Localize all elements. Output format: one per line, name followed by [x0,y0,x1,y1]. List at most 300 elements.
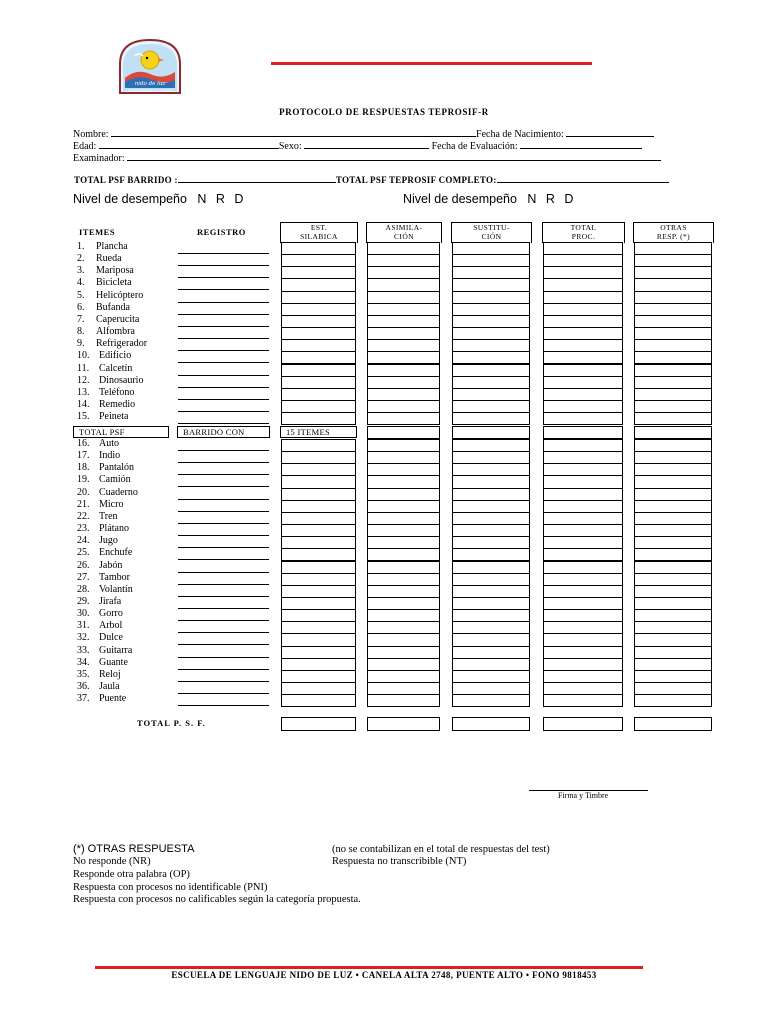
score-cell[interactable] [367,536,440,549]
score-cell[interactable] [367,512,440,525]
total-psf-cell[interactable] [367,717,440,731]
item-number: 29. [77,595,90,607]
total-barrido-line[interactable] [178,173,336,183]
list-item [77,450,120,461]
item-name: Helicóptero [96,289,144,301]
nombre-label: Nombre: [73,129,109,140]
list-item [77,645,132,656]
registro-line[interactable] [178,326,269,327]
legend-last: Respuesta con procesos no calificables según la categoría propuesta. [73,894,361,905]
item-number: 27. [77,571,90,583]
svg-text:Escuela Especial de Lenguaje: Escuela Especial de Lenguaje [127,88,173,92]
header-itemes: ITEMES [79,227,116,237]
item-number: 18. [77,462,90,474]
item-name: Jirafa [99,595,122,607]
score-cell[interactable] [634,278,712,291]
score-cell[interactable] [543,400,623,413]
score-cell[interactable] [281,351,356,364]
item-name: Tambor [99,571,130,583]
score-cell[interactable] [543,376,623,389]
item-name: Rueda [96,253,122,265]
score-cell[interactable] [367,609,440,622]
item-number: 24. [77,535,90,547]
registro-line[interactable] [178,535,269,536]
score-cell[interactable] [452,633,530,646]
score-cell[interactable] [543,633,623,646]
score-cell[interactable] [452,412,530,425]
registro-line[interactable] [178,572,269,573]
examinador-line[interactable] [127,151,661,161]
score-cell[interactable] [452,254,530,267]
score-cell[interactable] [634,488,712,501]
list-item [77,632,123,643]
item-name: Teléfono [99,386,135,398]
subtotal-15-itemes: 15 ITEMES [280,426,357,438]
list-item [77,693,126,704]
total-completo-label: TOTAL PSF TEPROSIF COMPLETO: [335,175,497,185]
score-cell[interactable] [367,694,440,707]
list-item [77,462,134,473]
nivel-left-options: N R D [197,192,244,206]
item-number: 26. [77,559,90,571]
list-item [77,523,129,534]
score-cell[interactable] [634,548,712,561]
score-cell[interactable] [452,658,530,671]
item-number: 10. [77,350,90,362]
list-item [77,535,118,546]
registro-line[interactable] [178,314,269,315]
registro-line[interactable] [178,693,269,694]
score-cell[interactable] [367,412,440,425]
score-cell[interactable] [634,536,712,549]
registro-line[interactable] [178,474,269,475]
score-cell[interactable] [543,658,623,671]
registro-line[interactable] [178,547,269,548]
list-item [77,241,128,252]
registro-line[interactable] [178,350,269,351]
list-item [77,596,121,607]
score-cell[interactable] [281,488,356,501]
item-number: 20. [77,486,90,498]
document-title: PROTOCOLO DE RESPUESTAS TEPROSIF-R [279,107,489,117]
item-number: 5. [77,289,85,301]
score-cell[interactable] [543,670,623,683]
score-cell[interactable] [543,339,623,352]
score-cell[interactable] [367,475,440,488]
col-header-line: CIÓN [481,232,502,241]
registro-line[interactable] [178,338,269,339]
item-name: Calcetín [99,362,133,374]
score-cell[interactable] [367,670,440,683]
item-number: 8. [77,326,85,338]
totals-row [74,173,669,185]
score-cell[interactable] [281,658,356,671]
nombre-line[interactable] [111,127,476,137]
score-cell[interactable] [452,315,530,328]
examinador-field[interactable] [73,151,661,164]
score-cell[interactable] [367,451,440,464]
registro-line[interactable] [178,705,269,706]
col-header-line: SUSTITU- [473,223,510,232]
score-cell[interactable] [634,351,712,364]
registro-line[interactable] [178,596,269,597]
registro-line[interactable] [178,511,269,512]
col-header-line: CIÓN [394,232,414,241]
item-number: 31. [77,620,90,632]
score-cell[interactable] [543,475,623,488]
score-cell[interactable] [634,658,712,671]
list-item [77,253,122,264]
list-item [77,608,123,619]
item-name: Dinosaurio [99,374,144,386]
total-psf-cell[interactable] [452,717,530,731]
registro-line[interactable] [178,657,269,658]
item-name: Jabón [99,559,123,571]
registro-line[interactable] [178,632,269,633]
item-number: 12. [77,374,90,386]
subtotal-total-psf: TOTAL PSF [73,426,169,438]
score-cell[interactable] [634,670,712,683]
item-number: 35. [77,668,90,680]
item-name: Guante [99,656,128,668]
score-cell[interactable] [281,670,356,683]
score-cell[interactable] [281,315,356,328]
score-cell[interactable] [281,451,356,464]
col-header-otras-resp [633,222,714,243]
registro-line[interactable] [178,450,269,451]
score-cell[interactable] [367,658,440,671]
score-cell[interactable] [543,536,623,549]
score-cell[interactable] [543,694,623,707]
item-number: 15. [77,411,90,423]
logo-graphic [117,38,183,94]
item-name: Volantín [99,583,133,595]
score-cell[interactable] [281,475,356,488]
score-cell[interactable] [634,475,712,488]
score-cell[interactable] [543,512,623,525]
score-cell[interactable] [367,597,440,610]
item-name: Refrigerador [96,338,148,350]
score-cell[interactable] [281,694,356,707]
registro-line[interactable] [178,644,269,645]
registro-line[interactable] [178,669,269,670]
list-item [77,584,133,595]
total-completo-line[interactable] [497,173,669,183]
subtotal-cell[interactable] [452,426,530,439]
registro-line[interactable] [178,620,269,621]
list-item [77,499,123,510]
registro-line[interactable] [178,423,269,424]
score-cell[interactable] [543,254,623,267]
score-cell[interactable] [281,412,356,425]
list-item [77,375,143,386]
signature-label: Firma y Timbre [558,791,609,800]
score-cell[interactable] [634,339,712,352]
registro-line[interactable] [178,265,269,266]
score-cell[interactable] [452,475,530,488]
score-cell[interactable] [543,609,623,622]
col-header-est-silabica [280,222,358,243]
list-item [77,572,130,583]
score-cell[interactable] [634,412,712,425]
item-number: 11. [77,362,90,374]
score-cell[interactable] [634,291,712,304]
item-name: Alfombra [96,326,135,338]
item-number: 4. [77,277,85,289]
list-item [77,547,132,558]
score-cell[interactable] [452,573,530,586]
item-name: Bufanda [96,301,130,313]
score-cell[interactable] [452,278,530,291]
score-cell[interactable] [367,278,440,291]
item-name: Micro [99,498,124,510]
registro-line[interactable] [178,411,269,412]
registro-line[interactable] [178,523,269,524]
registro-line[interactable] [178,584,269,585]
list-item [77,620,122,631]
score-cell[interactable] [452,451,530,464]
score-cell[interactable] [634,573,712,586]
legend-nt: Respuesta no transcribible (NT) [332,856,467,867]
item-name: Plátano [99,523,129,535]
nivel-right-options: N R D [527,192,574,206]
item-name: Indio [99,450,121,462]
header-registro: REGISTRO [197,227,246,237]
score-cell[interactable] [281,291,356,304]
item-number: 33. [77,644,90,656]
list-item [77,411,128,422]
col-header-line: EST. [310,223,328,232]
item-number: 28. [77,583,90,595]
total-psf-cell[interactable] [543,717,623,731]
list-item [77,314,139,325]
score-cell[interactable] [452,548,530,561]
nivel-left-label: Nivel de desempeño [73,192,187,206]
score-cell[interactable] [543,278,623,291]
item-number: 36. [77,681,90,692]
score-cell[interactable] [543,597,623,610]
score-cell[interactable] [543,548,623,561]
nivel-right [403,192,573,206]
subtotal-cell[interactable] [543,426,623,439]
score-cell[interactable] [543,315,623,328]
score-cell[interactable] [281,536,356,549]
score-cell[interactable] [367,315,440,328]
score-cell[interactable] [281,512,356,525]
svg-text:nido de luz: nido de luz [134,81,166,87]
score-cell[interactable] [452,512,530,525]
score-cell[interactable] [367,548,440,561]
sexo-line[interactable] [304,139,429,149]
score-cell[interactable] [281,278,356,291]
list-item [77,681,120,692]
score-cell[interactable] [634,315,712,328]
score-cell[interactable] [634,512,712,525]
item-name: Remedio [99,398,136,410]
item-name: Camión [99,474,131,486]
item-name: Cuaderno [99,486,138,498]
item-number: 30. [77,608,90,620]
edad-label: Edad: [73,141,97,152]
score-cell[interactable] [281,633,356,646]
registro-line[interactable] [178,486,269,487]
nivel-left [73,192,243,206]
item-number: 17. [77,450,90,462]
legend-op: Responde otra palabra (OP) [73,869,190,880]
score-cell[interactable] [281,548,356,561]
list-item [77,302,130,313]
item-name: Peineta [99,411,129,423]
subtotal-barrido-con: BARRIDO CON [177,426,270,438]
registro-line[interactable] [178,462,269,463]
list-item [77,560,122,571]
score-cell[interactable] [367,633,440,646]
score-cell[interactable] [367,291,440,304]
score-cell[interactable] [634,400,712,413]
list-item [77,350,131,361]
score-cell[interactable] [367,400,440,413]
score-cell[interactable] [543,573,623,586]
footer-red-rule [95,966,643,969]
item-number: 25. [77,547,90,559]
fecha-nacimiento-label: Fecha de Nacimiento: [476,129,564,140]
col-header-sustitucion [451,222,532,243]
score-cell[interactable] [543,451,623,464]
list-item [77,265,134,276]
score-cell[interactable] [281,376,356,389]
registro-line[interactable] [178,277,269,278]
score-cell[interactable] [452,400,530,413]
list-item [77,438,119,449]
score-cell[interactable] [543,351,623,364]
list-item [77,511,118,522]
legend-title: (*) OTRAS RESPUESTA [73,843,195,855]
col-header-total-proc [542,222,625,243]
score-cell[interactable] [367,488,440,501]
score-cell[interactable] [452,376,530,389]
score-cell[interactable] [452,488,530,501]
score-cell[interactable] [452,694,530,707]
list-item [77,474,131,485]
subtotal-cell[interactable] [634,426,712,439]
score-cell[interactable] [281,400,356,413]
item-number: 1. [77,241,85,252]
item-number: 14. [77,398,90,410]
item-name: Jugo [99,535,118,547]
col-header-line: OTRAS [660,223,687,232]
list-item [77,326,135,337]
list-item [77,487,138,498]
registro-line[interactable] [178,387,269,388]
score-cell[interactable] [452,339,530,352]
item-name: Puente [99,693,127,705]
score-cell[interactable] [367,376,440,389]
registro-line[interactable] [178,375,269,376]
list-item [77,363,132,374]
item-number: 23. [77,523,90,535]
registro-line[interactable] [178,399,269,400]
score-cell[interactable] [543,412,623,425]
header-red-rule [271,62,592,65]
item-name: Tren [99,510,118,522]
school-logo [117,38,183,94]
score-cell[interactable] [452,597,530,610]
item-name: Caperucita [96,313,140,325]
registro-line[interactable] [178,362,269,363]
legend-note: (no se contabilizan en el total de respuestas del test) [332,844,550,855]
score-cell[interactable] [634,609,712,622]
score-cell[interactable] [281,254,356,267]
fecha-nacimiento-line[interactable] [566,127,654,137]
item-name: Gorro [99,608,123,620]
item-name: Arbol [99,620,123,632]
score-cell[interactable] [452,351,530,364]
total-barrido-label: TOTAL PSF BARRIDO : [74,175,178,185]
total-psf-cell[interactable] [634,717,712,731]
registro-line[interactable] [178,253,269,254]
item-name: Plancha [96,241,128,252]
item-number: 16. [77,438,90,449]
item-name: Mariposa [96,265,134,277]
list-item [77,657,128,668]
score-cell[interactable] [634,633,712,646]
item-number: 37. [77,693,90,705]
fecha-evaluacion-line[interactable] [520,139,642,149]
list-item [77,387,134,398]
score-cell[interactable] [543,488,623,501]
score-cell[interactable] [281,573,356,586]
item-number: 22. [77,510,90,522]
score-cell[interactable] [634,376,712,389]
score-cell[interactable] [281,609,356,622]
score-cell[interactable] [367,351,440,364]
score-cell[interactable] [634,597,712,610]
item-number: 3. [77,265,85,277]
list-item [77,277,132,288]
fecha-evaluacion-label: Fecha de Evaluación: [431,141,518,152]
registro-line[interactable] [178,559,269,560]
score-cell[interactable] [452,536,530,549]
total-psf-cell[interactable] [281,717,356,731]
item-name: Pantalón [99,462,134,474]
legend-nr: No responde (NR) [73,856,151,867]
item-number: 9. [77,338,85,350]
item-number: 32. [77,632,90,644]
score-cell[interactable] [634,694,712,707]
score-cell[interactable] [367,254,440,267]
registro-line[interactable] [178,681,269,682]
list-item [77,338,147,349]
score-cell[interactable] [543,291,623,304]
score-cell[interactable] [634,451,712,464]
item-number: 21. [77,498,90,510]
item-number: 6. [77,301,85,313]
registro-line[interactable] [178,302,269,303]
edad-line[interactable] [99,139,279,149]
score-cell[interactable] [452,291,530,304]
score-cell[interactable] [634,254,712,267]
score-cell[interactable] [367,339,440,352]
score-cell[interactable] [452,609,530,622]
registro-line[interactable] [178,499,269,500]
registro-line[interactable] [178,289,269,290]
registro-line[interactable] [178,608,269,609]
subtotal-cell[interactable] [367,426,440,439]
score-cell[interactable] [367,573,440,586]
score-cell[interactable] [281,597,356,610]
score-cell[interactable] [452,670,530,683]
score-cell[interactable] [281,339,356,352]
